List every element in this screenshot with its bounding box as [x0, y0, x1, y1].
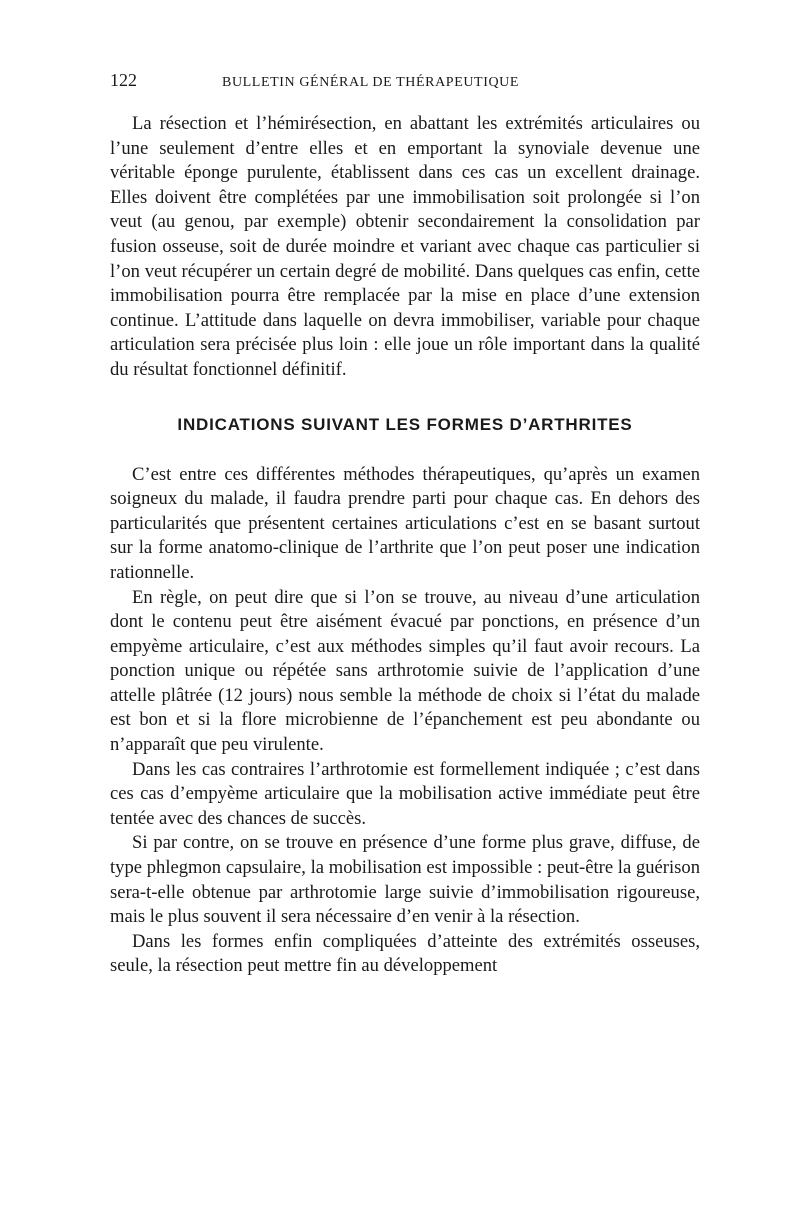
intro-paragraph: La résection et l’hémirésection, en abattant les extrémités articulaires ou l’une seulement d’entre elles et en emportant la synoviale devenue une véritable éponge purulente, établissent dans ces cas un excellent drainage. Elles doivent être complétées par une immobilisation soit prolongée si l’on veut (au genou, par exemple) obtenir secondairement la consolidation par fusion osseuse, soit de durée moindre et variant avec chaque cas particulier si l’on veut récupérer un certain degré de mobilité. Dans quelques cas enfin, cette immobilisation pourra être remplacée par la mise en place d’une extension continue. L’attitude dans laquelle on devra immobiliser, variable pour chaque articulation sera précisée plus loin : elle joue un rôle important dans la qualité du résultat fonctionnel définitif.	[110, 113, 700, 380]
section-heading: INDICATIONS SUIVANT LES FORMES D’ARTHRITES	[177, 414, 633, 434]
running-head	[110, 70, 700, 104]
paragraph-empyeme-rule: En règle, on peut dire que si l’on se trouve, au niveau d’une articulation dont le contenu peut être aisément évacué par ponctions, en présence d’un empyème articulaire, c’est aux méthodes simples qu’il faut avoir recours. La ponction unique ou répétée sans arthrotomie suivie de l’application d’une attelle plâtrée (12 jours) nous semble la méthode de choix si l’état du malade est bon et si la flore microbienne de l’épanchement est peu abondante ou n’apparaît que peu virulente.	[110, 586, 700, 756]
paragraph-phlegmon: Si par contre, on se trouve en présence d’une forme plus grave, diffuse, de type phlegmon capsulaire, la mobilisation est impossible : peut-être la guérison sera-t-elle obtenue par arthrotomie large suivie d’immobilisation rigoureuse, mais le plus souvent il sera nécessaire d’en venir à la résection.	[110, 832, 700, 928]
paragraph-arthrotomy: Dans les cas contraires l’arthrotomie est formellement indiquée ; c’est dans ces cas d’empyème articulaire que la mobilisation active immédiate peut être tentée avec des chances de succès.	[110, 758, 700, 829]
page-number: 122	[110, 70, 137, 90]
paragraph-bone-forms: Dans les formes enfin compliquées d’atteinte des extrémités osseuses, seule, la résection peut mettre fin au développement	[110, 930, 700, 977]
journal-title: BULLETIN GÉNÉRAL DE THÉRAPEUTIQUE	[222, 75, 520, 90]
paragraph-methods-choice: C’est entre ces différentes méthodes thérapeutiques, qu’après un examen soigneux du malade, il faudra prendre parti pour chaque cas. En dehors des particularités que présentent certaines articulations c’est en se basant surtout sur la forme anatomo-clinique de l’arthrite que l’on peut poser une indication rationnelle.	[110, 463, 700, 583]
book-page	[110, 70, 700, 979]
